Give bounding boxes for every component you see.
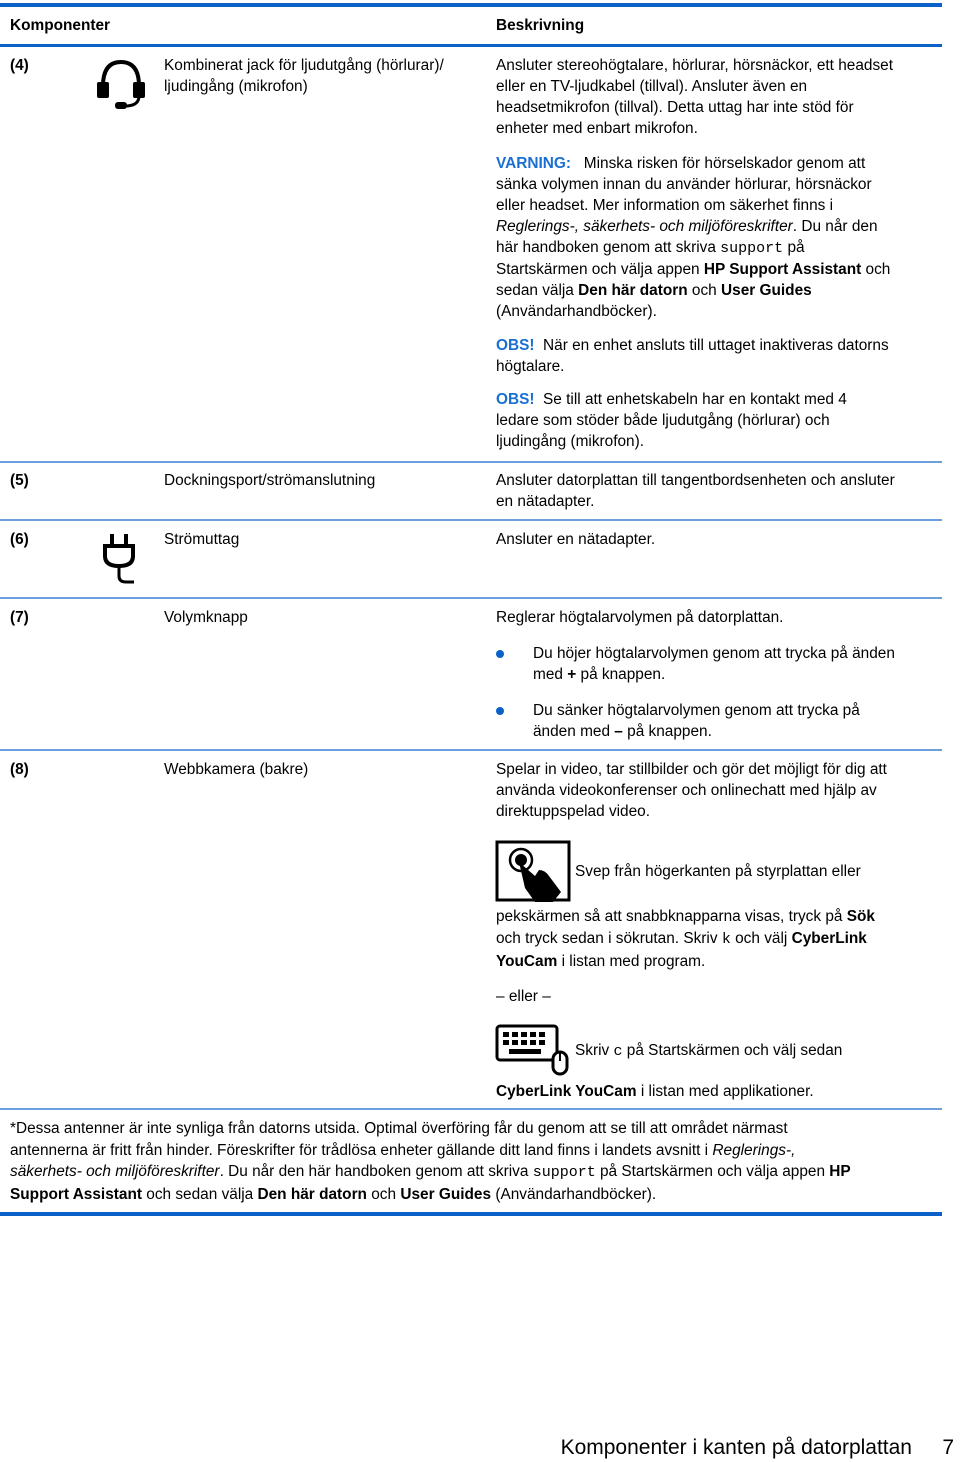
footer-title: Komponenter i kanten på datorplattan: [560, 1436, 912, 1459]
row8-separator: [0, 1108, 942, 1110]
row6-separator: [0, 597, 942, 599]
page-number: 7: [942, 1436, 954, 1459]
row4-description: Ansluter stereohögtalare, hörlurar, hörsnäckor, ett headset eller en TV-ljudkabel (tillval). Ansluter även en headsetmikrofon (tillval). Detta uttag har inte stöd för enheter med enbart mikrofon.: [496, 57, 893, 137]
header-description: Beskrivning: [496, 17, 585, 34]
row8-search-instructions: pekskärmen så att snabbknapparna visas, tryck på Sök och tryck sedan i sökrutan. Skriv k och välj CyberLink YouCam i listan med program.: [496, 908, 875, 970]
row8-number: (8): [10, 761, 29, 778]
row5-separator: [0, 519, 942, 521]
bottom-rule: [0, 1212, 942, 1216]
row4-warning: VARNING: Minska risken för hörselskador genom att sänka volymen innan du använder hörlurar, hörsnäckor eller headset. Mer information om säkerhet finns i Reglerings-, säkerhets- och miljöföreskrifter. Du når den här handboken genom att skriva support på Startskärmen och välja appen HP Support Assistant och sedan välja Den här datorn och User Guides (Användarhandböcker).: [496, 155, 891, 320]
row7-name: Volymknapp: [164, 609, 248, 626]
row4-separator: [0, 461, 942, 463]
row8-name: Webbkamera (bakre): [164, 761, 309, 778]
row7-bullet-2: Du sänker högtalarvolymen genom att trycka på änden med – på knappen.: [533, 702, 860, 740]
or-separator-text: – eller –: [496, 988, 551, 1005]
top-rule: [0, 3, 942, 7]
row8-description: Spelar in video, tar stillbilder och gör det möjligt för dig att använda videokonferenser och onlinechatt med hjälp av direktuppspelad video.: [496, 761, 887, 820]
headset-icon: [95, 56, 147, 118]
row8-app-instruction: CyberLink YouCam i listan med applikationer.: [496, 1083, 814, 1100]
row4-note2: OBS! Se till att enhetskabeln har en kontakt med 4 ledare som stöder både ljudutgång (hörlurar) och ljudingång (mikrofon).: [496, 391, 847, 450]
note1-label: OBS!: [496, 337, 535, 354]
type-c-text: Skriv c på Startskärmen och välj sedan: [575, 1042, 843, 1060]
footnote: *Dessa antenner är inte synliga från datorns utsida. Optimal överföring får du genom att se till att området närmast antennerna är fritt från hinder. Föreskrifter för trådlösa enheter gällande ditt land finns i landets avsnitt i Reglerings-, säkerhets- och miljöföreskrifter. Du når den här handboken genom att skriva support på Startskärmen och välja appen HP Support Assistant och sedan välja Den här datorn och User Guides (Användarhandböcker).: [10, 1120, 851, 1203]
keyboard-mouse-icon: [495, 1024, 571, 1084]
warning-label: VARNING:: [496, 155, 571, 172]
row6-number: (6): [10, 531, 29, 548]
row4-note1: OBS! När en enhet ansluts till uttaget inaktiveras datorns högtalare.: [496, 337, 889, 375]
row7-description: Reglerar högtalarvolymen på datorplattan.: [496, 609, 784, 626]
bullet-1: [496, 650, 504, 658]
row7-number: (7): [10, 609, 29, 626]
header-rule: [0, 44, 942, 47]
row7-separator: [0, 749, 942, 751]
row7-bullet-1: Du höjer högtalarvolymen genom att trycka på änden med + på knappen.: [533, 645, 895, 683]
bullet-2: [496, 707, 504, 715]
row6-description: Ansluter en nätadapter.: [496, 531, 656, 548]
touch-swipe-icon: [495, 840, 571, 910]
header-components: Komponenter: [10, 17, 111, 34]
swipe-text: Svep från högerkanten på styrplattan eller: [575, 863, 861, 880]
power-plug-icon: [100, 532, 140, 594]
row4-number: (4): [10, 57, 29, 74]
row6-name: Strömuttag: [164, 531, 240, 548]
row4-name: Kombinerat jack för ljudutgång (hörlurar)/ ljudingång (mikrofon): [164, 57, 444, 95]
row5-number: (5): [10, 472, 29, 489]
note2-label: OBS!: [496, 391, 535, 408]
row5-description: Ansluter datorplattan till tangentbordsenheten och ansluter en nätadapter.: [496, 472, 895, 510]
row5-name: Dockningsport/strömanslutning: [164, 472, 376, 489]
